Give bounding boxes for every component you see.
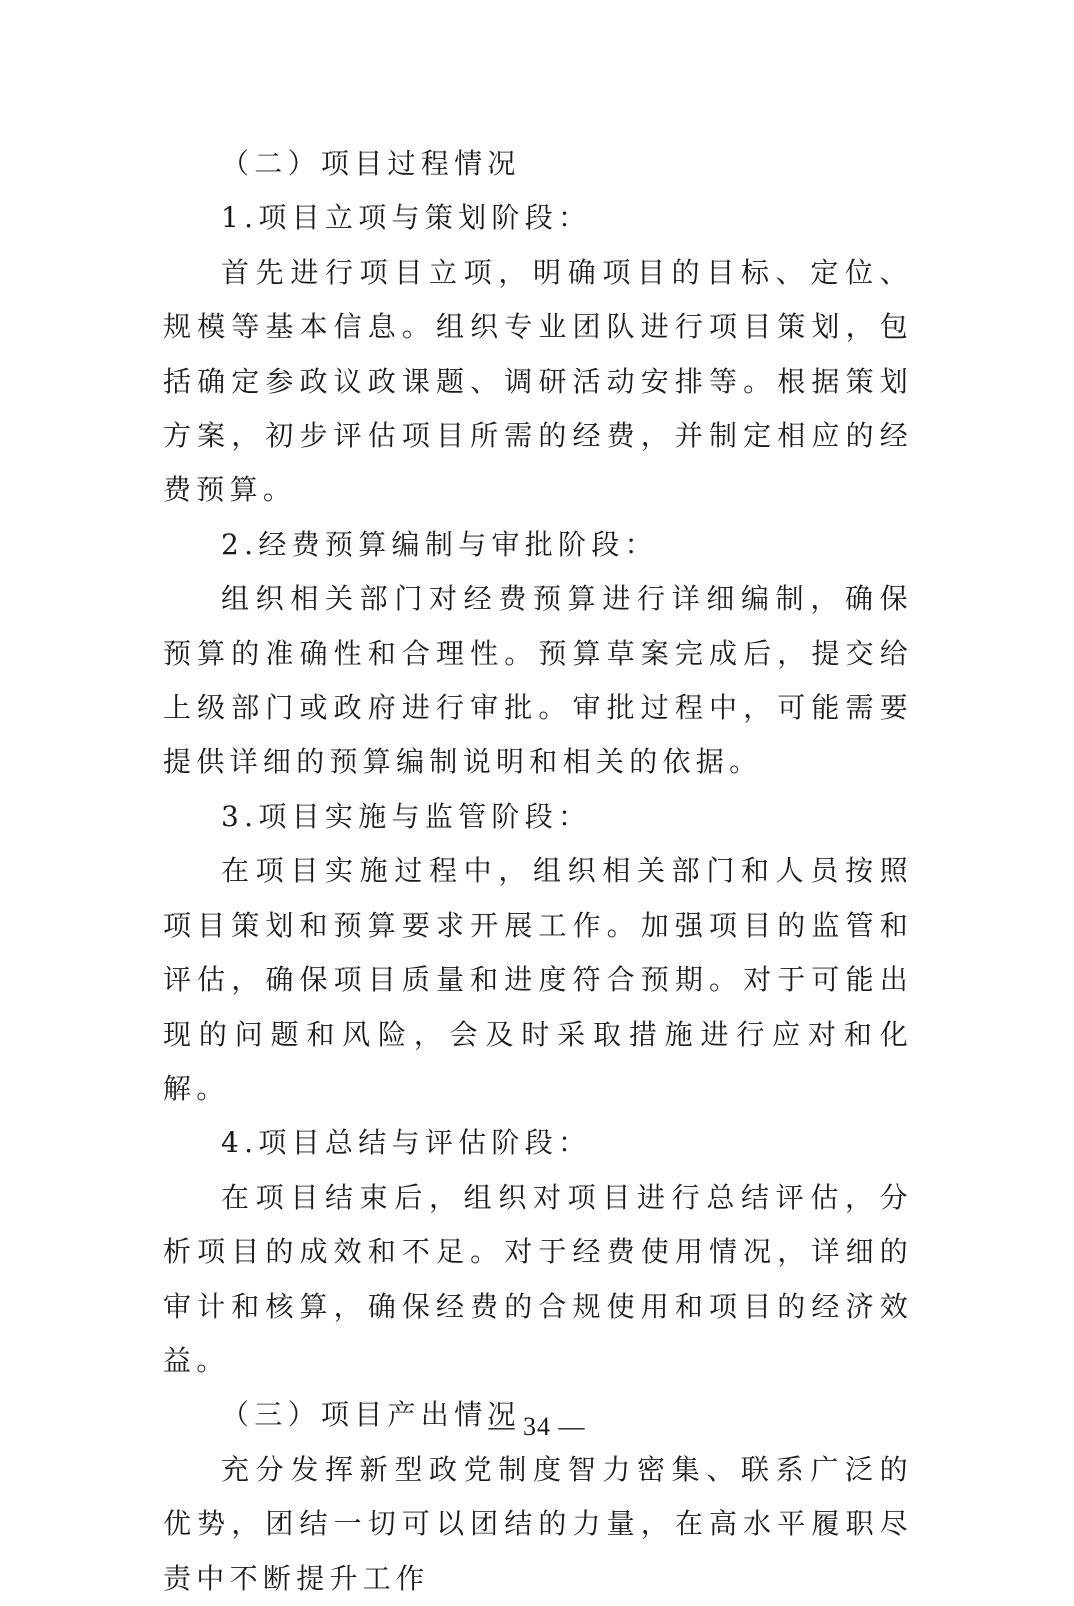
paragraph-output: 充分发挥新型政党制度智力密集、联系广泛的优势，团结一切可以团结的力量，在高水平履职尽责中不断提升工作 xyxy=(163,1452,913,1595)
section-heading-process: （二）项目过程情况 xyxy=(221,147,521,180)
document-body xyxy=(163,137,913,1606)
subheading-summary-evaluation: 4.项目总结与评估阶段： xyxy=(221,1126,592,1160)
page-number: — 34 — xyxy=(488,1412,586,1441)
paragraph-implementation-supervision: 在项目实施过程中，组织相关部门和人员按照项目策划和预算要求开展工作。加强项目的监管和评估，确保项目质量和进度符合预期。对于可能出现的问题和风险，会及时采取措施进行应对和化解。 xyxy=(163,854,913,1105)
section-heading-output: （三）项目产出情况 xyxy=(221,1398,521,1432)
paragraph-initiation-planning: 首先进行项目立项，明确项目的目标、定位、规模等基本信息。组织专业团队进行项目策划，包括确定参政议政课题、调研活动安排等。根据策划方案，初步评估项目所需的经费，并制定相应的经费预算。 xyxy=(163,255,913,507)
subheading-implementation-supervision: 3.项目实施与监管阶段： xyxy=(221,799,592,833)
subheading-budget-approval: 2.经费预算编制与审批阶段： xyxy=(221,527,658,561)
paragraph-budget-approval: 组织相关部门对经费预算进行详细编制，确保预算的准确性和合理性。预算草案完成后，提交给上级部门或政府进行审批。审批过程中，可能需要提供详细的预算编制说明和相关的依据。 xyxy=(163,582,913,779)
subheading-initiation-planning: 1.项目立项与策划阶段： xyxy=(221,201,592,235)
paragraph-summary-evaluation: 在项目结束后，组织对项目进行总结评估，分析项目的成效和不足。对于经费使用情况，详细的审计和核算，确保经费的合规使用和项目的经济效益。 xyxy=(163,1180,913,1377)
